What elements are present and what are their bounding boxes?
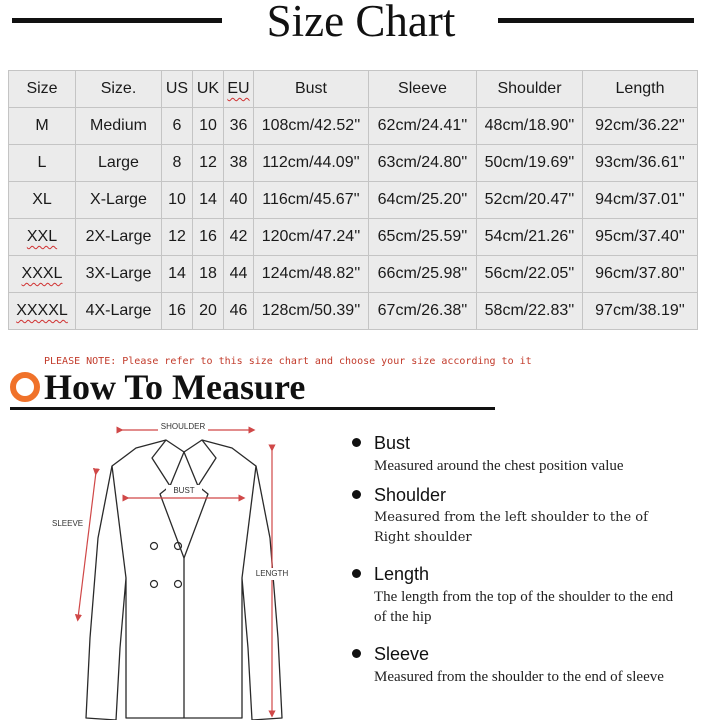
cell-us: 12: [162, 219, 193, 256]
bullet-icon: [352, 490, 361, 499]
header-size-name: Size.: [76, 71, 162, 108]
cell-size: XXXXL: [9, 293, 76, 330]
cell-uk: 14: [193, 182, 224, 219]
header-bust: Bust: [254, 71, 369, 108]
cell-length: 96cm/37.80'': [583, 256, 698, 293]
measure-item-shoulder: [352, 484, 682, 548]
size-table: [8, 70, 698, 330]
cell-size-name: 4X-Large: [76, 293, 162, 330]
cell-eu: 42: [224, 219, 254, 256]
page-title: Size Chart: [266, 0, 456, 46]
diagram-label-sleeve: SLEEVE: [52, 519, 84, 528]
cell-size: XXL: [9, 219, 76, 256]
header-length: Length: [583, 71, 698, 108]
cell-us: 16: [162, 293, 193, 330]
size-note: PLEASE NOTE: Please refer to this size chart and choose your size according to it: [44, 356, 532, 367]
measure-name: Shoulder: [374, 485, 447, 505]
cell-uk: 12: [193, 145, 224, 182]
measure-name: Length: [374, 564, 430, 584]
cell-size: M: [9, 108, 76, 145]
cell-uk: 20: [193, 293, 224, 330]
title-rule-right: [498, 18, 694, 23]
header-uk: UK: [193, 71, 224, 108]
cell-size-name: 2X-Large: [76, 219, 162, 256]
measure-name: Sleeve: [374, 644, 430, 664]
header-shoulder: Shoulder: [477, 71, 583, 108]
cell-size: XXXL: [9, 256, 76, 293]
table-row: [9, 145, 698, 182]
cell-shoulder: 56cm/22.05'': [477, 256, 583, 293]
cell-sleeve: 64cm/25.20'': [369, 182, 477, 219]
coat-diagram-icon: [52, 418, 320, 720]
header-sleeve: Sleeve: [369, 71, 477, 108]
cell-shoulder: 58cm/22.83'': [477, 293, 583, 330]
cell-us: 6: [162, 108, 193, 145]
cell-uk: 18: [193, 256, 224, 293]
cell-length: 97cm/38.19'': [583, 293, 698, 330]
cell-length: 92cm/36.22'': [583, 108, 698, 145]
cell-uk: 10: [193, 108, 224, 145]
measure-desc: Measured from the left shoulder to the of Right shoulder: [374, 510, 648, 545]
measure-desc: Measured from the shoulder to the end of sleeve: [374, 669, 664, 685]
cell-shoulder: 54cm/21.26'': [477, 219, 583, 256]
cell-sleeve: 65cm/25.59'': [369, 219, 477, 256]
cell-bust: 112cm/44.09'': [254, 145, 369, 182]
cell-us: 14: [162, 256, 193, 293]
header-size: Size: [9, 71, 76, 108]
cell-size-name: Large: [76, 145, 162, 182]
how-to-measure-rule: [10, 407, 495, 410]
cell-size: XL: [9, 182, 76, 219]
cell-bust: 116cm/45.67'': [254, 182, 369, 219]
cell-bust: 128cm/50.39'': [254, 293, 369, 330]
cell-length: 94cm/37.01'': [583, 182, 698, 219]
how-to-measure-title: How To Measure: [44, 367, 306, 407]
measure-item-bust: [352, 432, 682, 476]
measure-desc: The length from the top of the shoulder to the end of the hip: [374, 589, 674, 625]
cell-sleeve: 67cm/26.38'': [369, 293, 477, 330]
header-us: US: [162, 71, 193, 108]
diagram-label-bust: BUST: [173, 486, 195, 495]
diagram-label-length: LENGTH: [255, 569, 289, 578]
table-row: [9, 108, 698, 145]
cell-us: 10: [162, 182, 193, 219]
cell-sleeve: 66cm/25.98'': [369, 256, 477, 293]
table-row: [9, 182, 698, 219]
title-rule-left: [12, 18, 222, 23]
measure-name: Bust: [374, 433, 411, 453]
cell-shoulder: 50cm/19.69'': [477, 145, 583, 182]
ring-icon: [10, 372, 40, 402]
cell-size-name: X-Large: [76, 182, 162, 219]
measure-desc: Measured around the chest position value: [374, 458, 624, 474]
cell-eu: 46: [224, 293, 254, 330]
cell-uk: 16: [193, 219, 224, 256]
cell-eu: 36: [224, 108, 254, 145]
cell-bust: 124cm/48.82'': [254, 256, 369, 293]
cell-size-name: 3X-Large: [76, 256, 162, 293]
cell-shoulder: 52cm/20.47'': [477, 182, 583, 219]
measure-item-length: [352, 563, 682, 627]
table-header-row: [9, 71, 698, 108]
bullet-icon: [352, 569, 361, 578]
size-chart-header: [0, 0, 701, 46]
cell-eu: 40: [224, 182, 254, 219]
cell-sleeve: 62cm/24.41'': [369, 108, 477, 145]
cell-us: 8: [162, 145, 193, 182]
cell-sleeve: 63cm/24.80'': [369, 145, 477, 182]
bullet-icon: [352, 438, 361, 447]
cell-bust: 108cm/42.52'': [254, 108, 369, 145]
cell-bust: 120cm/47.24'': [254, 219, 369, 256]
diagram-label-shoulder: SHOULDER: [160, 422, 206, 431]
cell-length: 95cm/37.40'': [583, 219, 698, 256]
cell-shoulder: 48cm/18.90'': [477, 108, 583, 145]
cell-size: L: [9, 145, 76, 182]
cell-length: 93cm/36.61'': [583, 145, 698, 182]
header-eu: EU: [224, 71, 254, 108]
cell-eu: 38: [224, 145, 254, 182]
table-row: [9, 219, 698, 256]
table-row: [9, 256, 698, 293]
cell-size-name: Medium: [76, 108, 162, 145]
bullet-icon: [352, 649, 361, 658]
cell-eu: 44: [224, 256, 254, 293]
measure-item-sleeve: [352, 643, 682, 687]
table-row: [9, 293, 698, 330]
